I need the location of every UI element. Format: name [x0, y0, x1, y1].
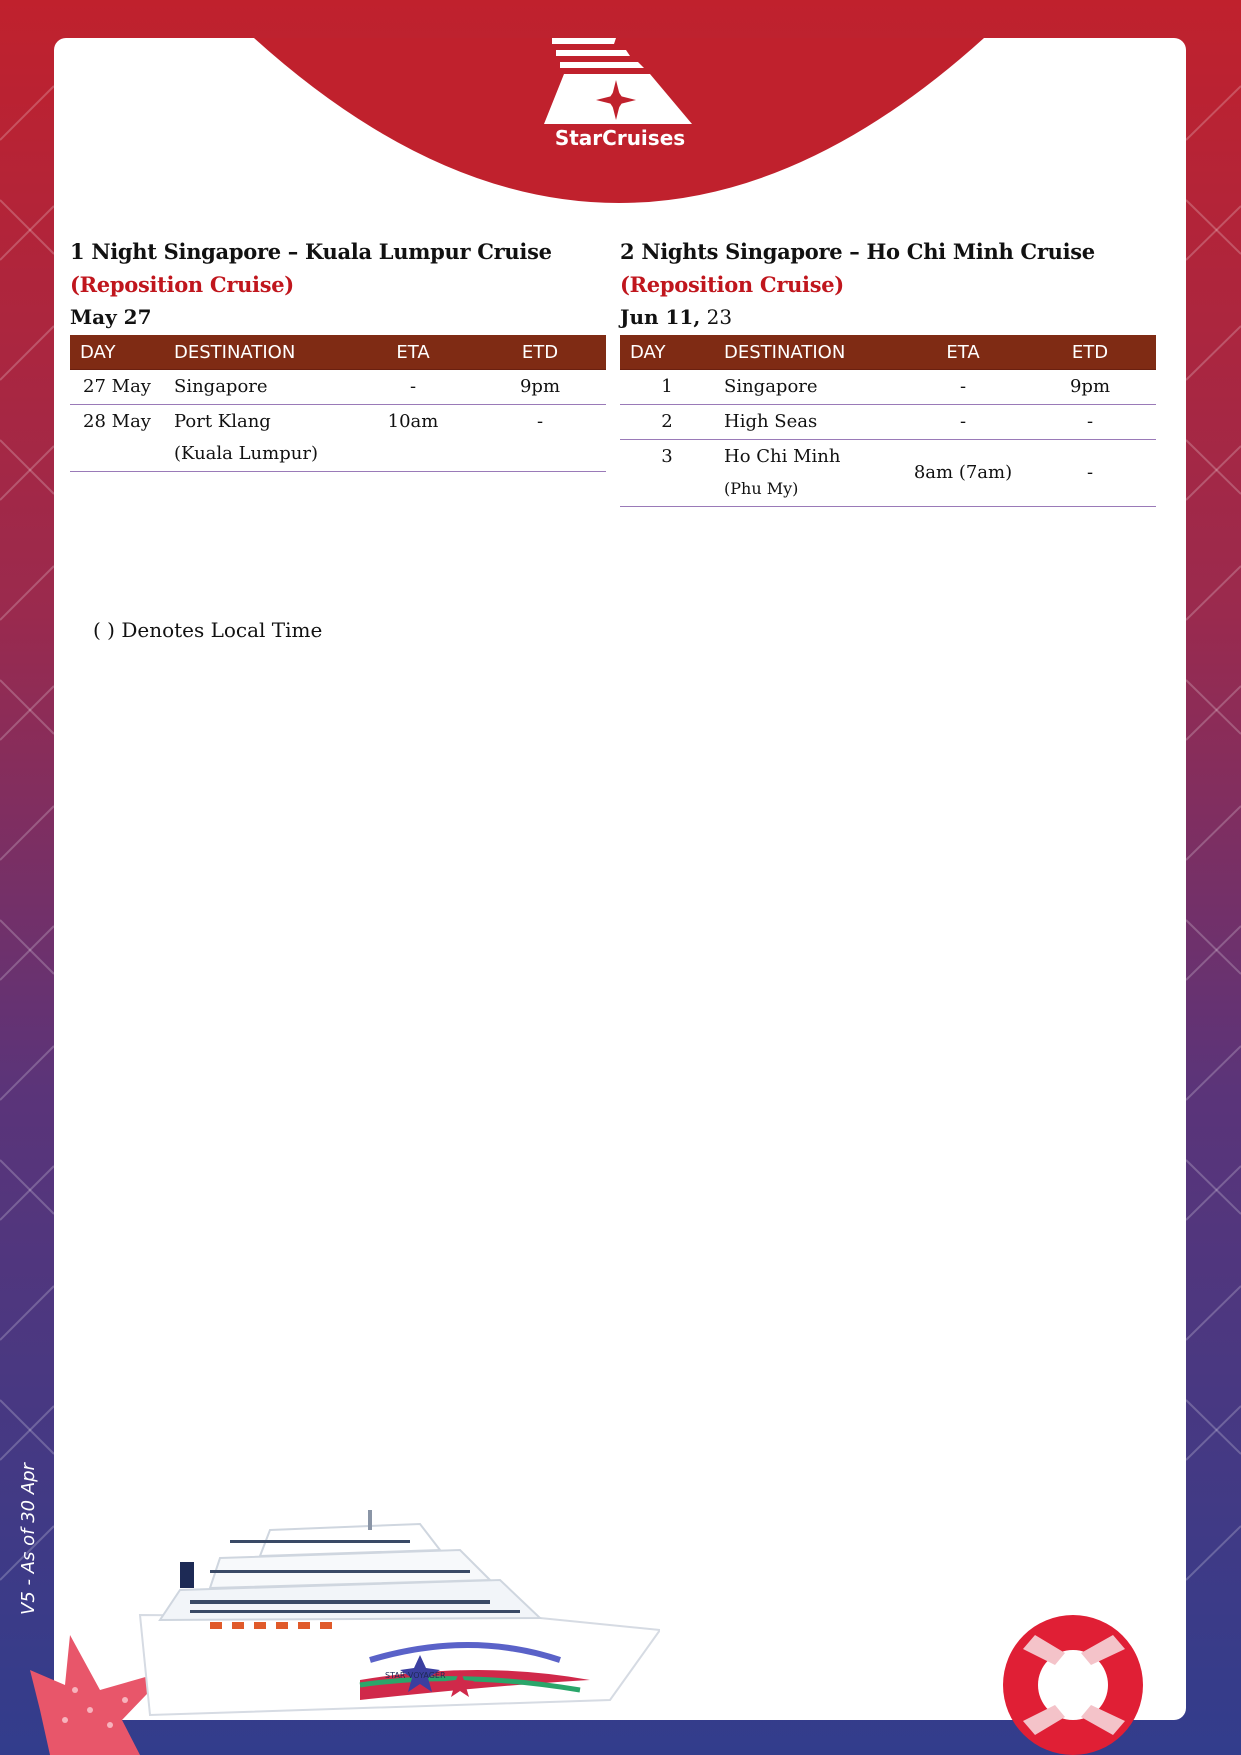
version-label: V5 - As of 30 Apr [18, 1463, 39, 1615]
cell-eta: - [902, 370, 1024, 405]
col-destination: DESTINATION [164, 335, 352, 370]
cell-destination [714, 440, 902, 507]
destination-sub: (Kuala Lumpur) [174, 443, 318, 464]
col-destination: DESTINATION [714, 335, 902, 370]
cruise-1-itinerary-table [70, 335, 606, 472]
cruise-1-date-bold: May 27 [70, 305, 152, 329]
cell-destination: Singapore [714, 370, 902, 405]
cruise-1-date [70, 301, 606, 333]
table-row [620, 440, 1156, 507]
destination-name: Port Klang [174, 411, 271, 432]
cruise-2-date [620, 301, 1156, 333]
cell-destination [164, 405, 352, 472]
cruise-2-title: 2 Nights Singapore – Ho Chi Minh Cruise [620, 239, 1095, 264]
ship-name-label: STAR VOYAGER [385, 1671, 446, 1680]
cell-etd: - [474, 405, 606, 472]
col-day: DAY [620, 335, 714, 370]
table-row [70, 370, 606, 405]
cell-eta: - [902, 405, 1024, 440]
col-etd: ETD [1024, 335, 1156, 370]
table-header-row [70, 335, 606, 370]
life-buoy-icon [995, 1605, 1155, 1755]
table-row [620, 405, 1156, 440]
destination-sub: (Phu My) [724, 479, 799, 498]
cruise-2-subtitle: (Reposition Cruise) [620, 272, 844, 297]
cruise-1-title: 1 Night Singapore – Kuala Lumpur Cruise [70, 239, 552, 264]
ship-illustration [120, 1510, 660, 1725]
cruise-2-date-rest: 23 [700, 305, 733, 329]
cell-etd: - [1024, 440, 1156, 507]
table-header-row [620, 335, 1156, 370]
cruise-2-itinerary-table [620, 335, 1156, 507]
col-eta: ETA [902, 335, 1024, 370]
cell-destination: High Seas [714, 405, 902, 440]
document-card [54, 38, 1186, 1720]
cruise-1 [70, 235, 606, 472]
cell-eta: - [352, 370, 474, 405]
col-etd: ETD [474, 335, 606, 370]
cell-day: 28 May [70, 405, 164, 472]
cell-eta: 8am (7am) [902, 440, 1024, 507]
table-row [70, 405, 606, 472]
cell-day: 3 [620, 440, 714, 507]
cell-day: 27 May [70, 370, 164, 405]
col-eta: ETA [352, 335, 474, 370]
cell-eta: 10am [352, 405, 474, 472]
cruise-2-date-bold: Jun 11, [620, 305, 701, 329]
cell-etd: 9pm [474, 370, 606, 405]
cell-etd: - [1024, 405, 1156, 440]
cruise-2 [620, 235, 1156, 507]
cell-destination: Singapore [164, 370, 352, 405]
cell-day: 2 [620, 405, 714, 440]
cell-etd: 9pm [1024, 370, 1156, 405]
starcruises-logo-icon [544, 38, 704, 128]
local-time-note: ( ) Denotes Local Time [93, 618, 323, 642]
cell-day: 1 [620, 370, 714, 405]
destination-name: Ho Chi Minh [724, 446, 841, 467]
brand-name: StarCruises [554, 126, 686, 150]
table-row [620, 370, 1156, 405]
cruise-1-subtitle: (Reposition Cruise) [70, 272, 294, 297]
col-day: DAY [70, 335, 164, 370]
